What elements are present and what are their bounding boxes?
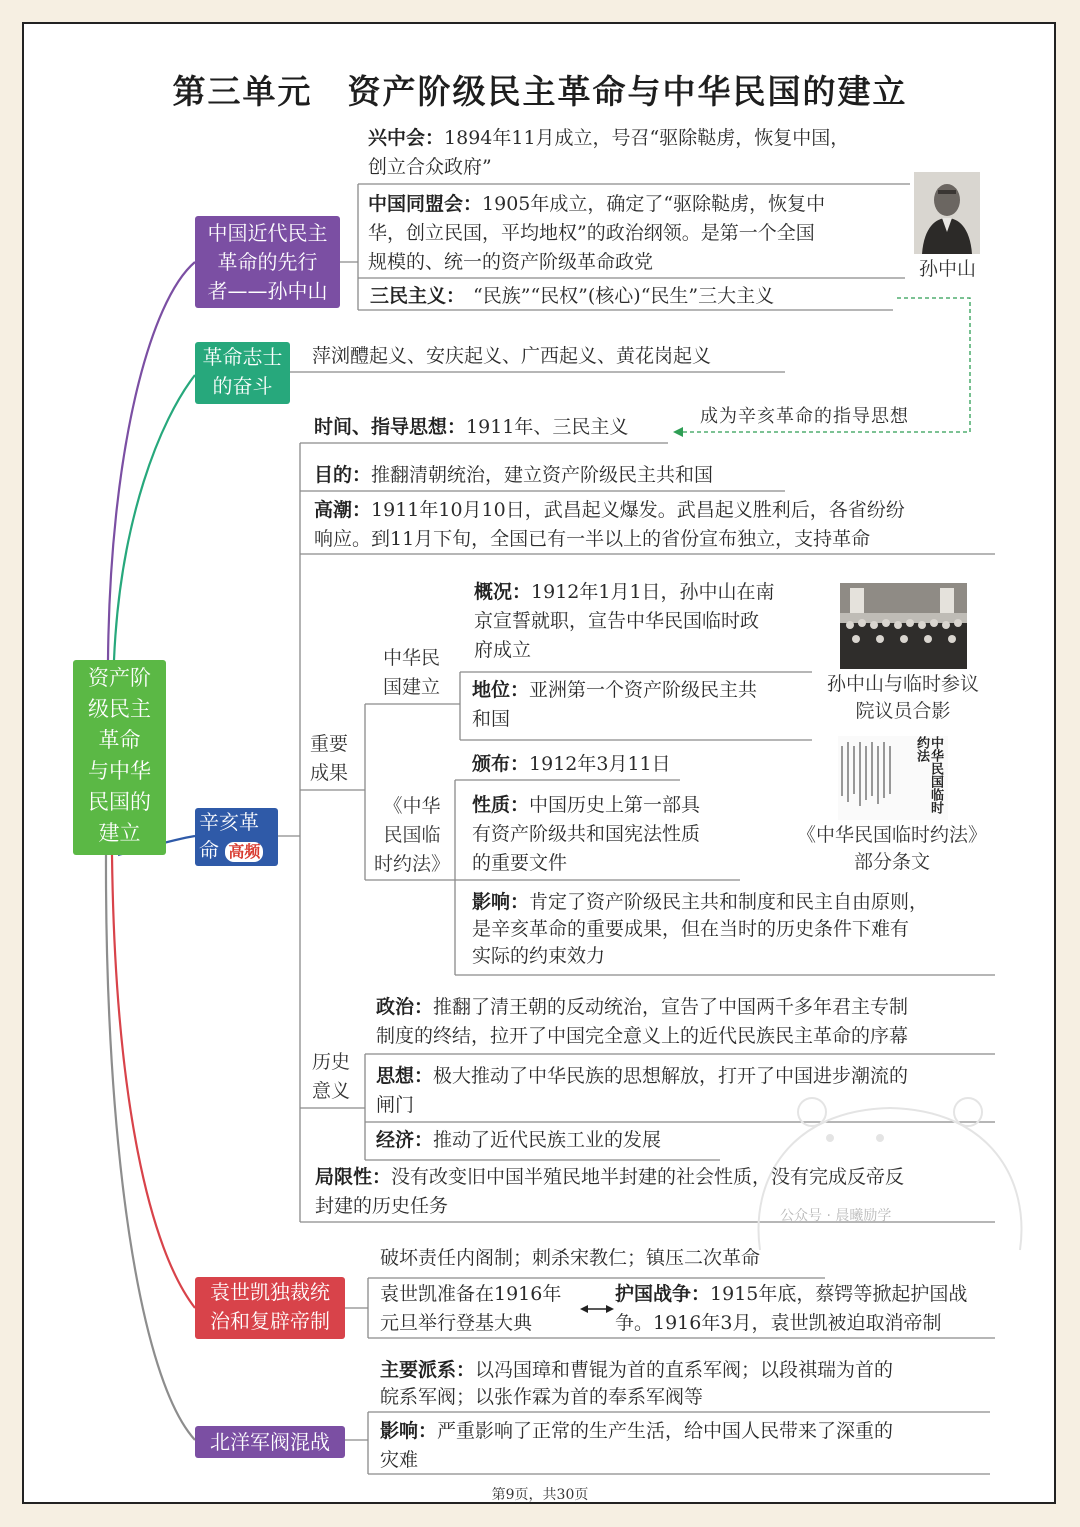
tongmenghui-text-3: 规模的、统一的资产阶级革命政党 xyxy=(368,251,654,273)
page-title: 第三单元 资产阶级民主革命与中华民国的建立 xyxy=(172,72,908,111)
results-label: 重要 成果 xyxy=(310,733,349,784)
significance-label: 历史 意义 xyxy=(312,1051,351,1102)
law-impact-3: 实际的约束效力 xyxy=(472,945,606,967)
yuan-enthronement-text-2: 元旦举行登基大典 xyxy=(380,1312,533,1334)
roc-overview-2: 京宣誓就职，宣告中华民国临时政 xyxy=(474,610,760,632)
peak-text-2: 响应。到11月下旬，全国已有一半以上的省份宣布独立，支持革命 xyxy=(314,528,871,550)
page-footer: 第9页，共30页 xyxy=(491,1487,589,1503)
law-nature-3: 的重要文件 xyxy=(472,852,568,874)
politics-text-2: 制度的终结，拉开了中国完全意义上的近代民族民主革命的序幕 xyxy=(376,1025,909,1047)
branch-xinhai: 辛亥革 命 高频 xyxy=(195,808,278,866)
branch-revolutionaries: 革命志士 的奋斗 xyxy=(195,342,290,404)
sanmin-text: 三民主义： “民族”“民权”(核心)“民生”三大主义 xyxy=(370,285,775,307)
economy-text: 经济：推动了近代民族工业的发展 xyxy=(376,1129,662,1151)
tongmenghui-text-2: 华，创立民国，平均地权”的政治纲领。是第一个全国 xyxy=(368,222,815,244)
warlord-impact-2: 灾难 xyxy=(380,1449,419,1471)
thought-text: 思想：极大推动了中华民族的思想解放，打开了中国进步潮流的 xyxy=(376,1065,909,1087)
provisional-constitution-label: 《中华 民国临 时约法》 xyxy=(374,795,451,875)
arrow-note: 成为辛亥革命的指导思想 xyxy=(700,406,909,427)
thought-text-2: 闸门 xyxy=(376,1094,415,1116)
roc-overview: 概况：1912年1月1日，孙中山在南 xyxy=(474,581,775,603)
yuan-enthronement-text: 袁世凯准备在1916年 xyxy=(380,1283,562,1305)
roc-overview-3: 府成立 xyxy=(474,639,532,661)
peak-text: 高潮：1911年10月10日，武昌起义爆发。武昌起义胜利后，各省纷纷 xyxy=(314,499,905,521)
tongmenghui-text: 中国同盟会：1905年成立，确定了“驱除鞑虏，恢复中 xyxy=(368,193,826,215)
roc-status-2: 和国 xyxy=(472,708,511,730)
politics-text: 政治：推翻了清王朝的反动统治，宣告了中国两千多年君主专制 xyxy=(376,996,909,1018)
root-node: 资产阶 级民主 革命 与中华 民国的 建立 xyxy=(73,660,166,855)
national-protection-war: 护国战争：1915年底，蔡锷等掀起护国战 xyxy=(615,1283,968,1305)
constitution-caption: 《中华民国临时约法》 部分条文 xyxy=(796,824,987,873)
law-impact-2: 是辛亥革命的重要成果，但在当时的历史条件下难有 xyxy=(472,918,910,940)
xingzhonghui-text: 兴中会：1894年11月成立，号召“驱除鞑虏，恢复中国， xyxy=(368,127,850,149)
law-nature: 性质：中国历史上第一部具 xyxy=(472,794,701,816)
warlord-impact: 影响：严重影响了正常的生产生活，给中国人民带来了深重的 xyxy=(380,1420,894,1442)
law-promulgation: 颁布：1912年3月11日 xyxy=(472,753,671,775)
limitation-text-2: 封建的历史任务 xyxy=(315,1195,449,1217)
constitution-doc-lettering: 中华民国临时约法 xyxy=(914,736,943,814)
sun-photo-caption: 孙中山 xyxy=(918,258,976,280)
senate-photo-caption: 孙中山与临时参议 院议员合影 xyxy=(826,673,979,722)
uprisings-text: 萍浏醴起义、安庆起义、广西起义、黄花岗起义 xyxy=(312,345,712,367)
yuan-actions-text: 破坏责任内阁制；刺杀宋教仁；镇压二次革命 xyxy=(380,1247,761,1269)
roc-label: 中华民 国建立 xyxy=(383,647,441,698)
watermark-text: 公众号 · 晨曦励学 xyxy=(780,1208,892,1224)
factions-text: 主要派系：以冯国璋和曹锟为首的直系军阀；以段祺瑞为首的 xyxy=(380,1359,894,1381)
roc-status: 地位：亚洲第一个资产阶级民主共 xyxy=(472,679,758,701)
law-nature-2: 有资产阶级共和国宪法性质 xyxy=(472,823,701,845)
branch-sun-yat-sen: 中国近代民主 革命的先行 者——孙中山 xyxy=(195,216,340,308)
law-impact: 影响：肯定了资产阶级民主共和制度和民主自由原则， xyxy=(472,891,929,913)
constitution-document-image xyxy=(838,736,948,820)
time-text: 时间、指导思想：1911年、三民主义 xyxy=(314,416,629,438)
goal-text: 目的：推翻清朝统治，建立资产阶级民主共和国 xyxy=(314,464,714,486)
senate-group-photo xyxy=(840,583,967,669)
sun-yat-sen-photo xyxy=(914,172,980,254)
national-protection-war-2: 争。1916年3月，袁世凯被迫取消帝制 xyxy=(615,1312,942,1334)
factions-text-2: 皖系军阀；以张作霖为首的奉系军阀等 xyxy=(380,1386,704,1408)
xingzhonghui-text-2: 创立合众政府” xyxy=(368,156,492,178)
branch-beiyang-warlords: 北洋军阀混战 xyxy=(195,1426,345,1458)
high-frequency-badge: 高频 xyxy=(225,842,263,862)
branch-yuan-shikai: 袁世凯独裁统 治和复辟帝制 xyxy=(195,1277,345,1339)
limitation-text: 局限性：没有改变旧中国半殖民地半封建的社会性质，没有完成反帝反 xyxy=(315,1166,905,1188)
